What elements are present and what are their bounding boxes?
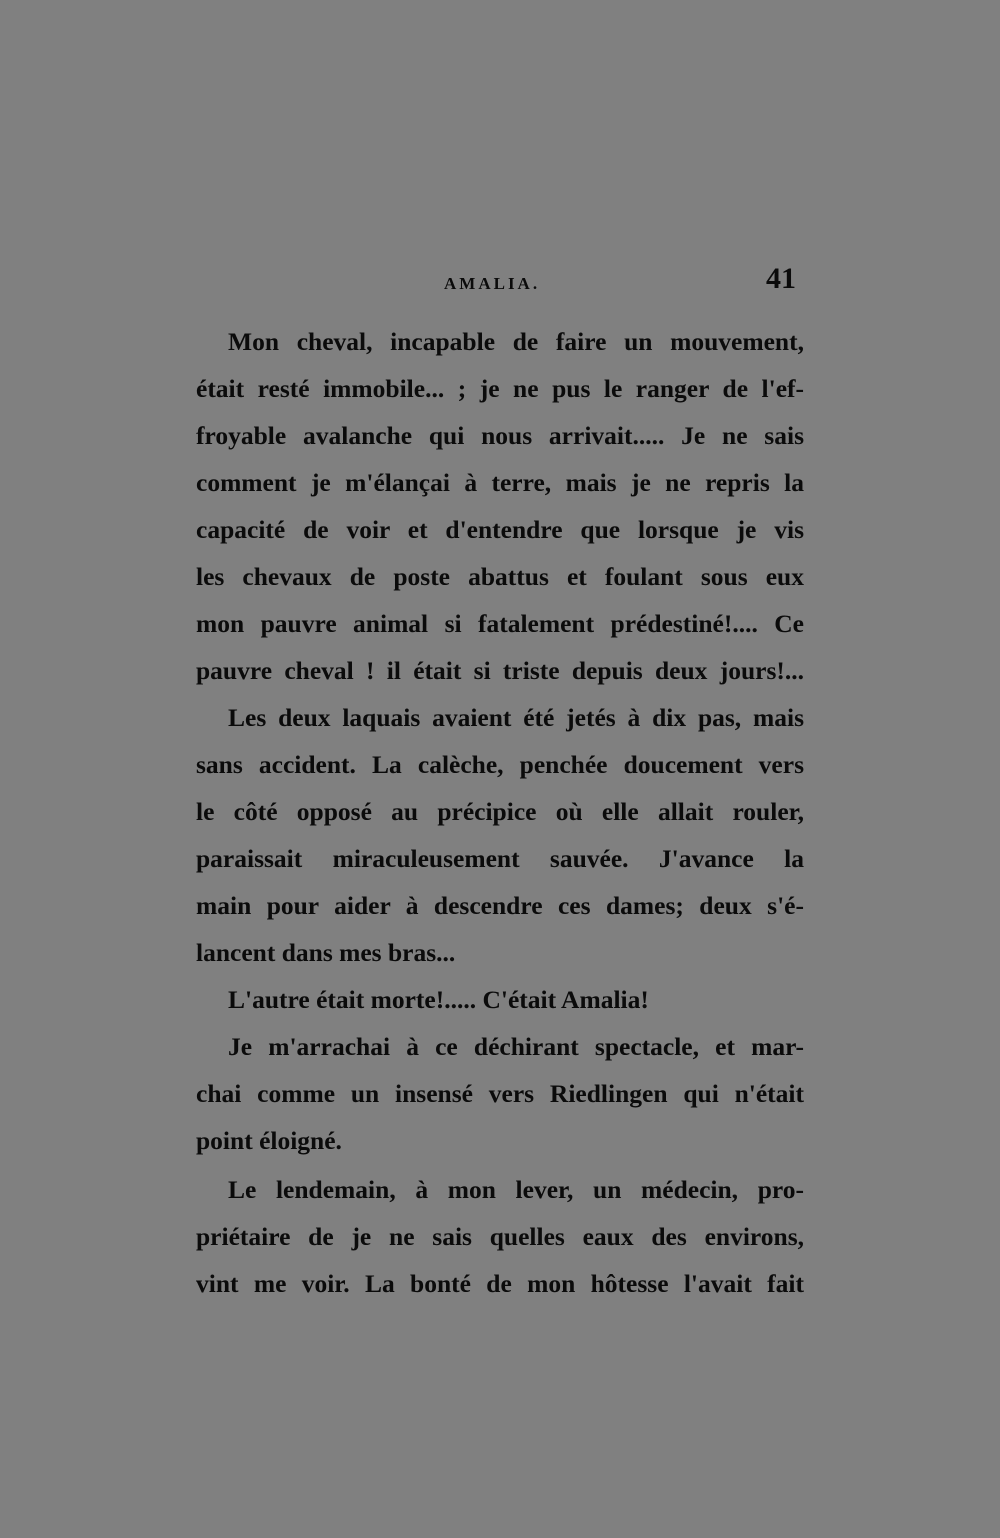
text-line: lancent dans mes bras... bbox=[196, 938, 456, 967]
text-line: priétaire de je ne sais quelles eaux des environs, bbox=[196, 1222, 804, 1251]
page-number: 41 bbox=[766, 262, 796, 295]
text-line: Je m'arrachai à ce déchirant spectacle, et mar- bbox=[228, 1032, 804, 1061]
text-line: mon pauvre animal si fatalement prédestiné!.... Ce bbox=[196, 609, 804, 638]
text-line: paraissait miraculeusement sauvée. J'avance la bbox=[196, 844, 804, 873]
text-line: froyable avalanche qui nous arrivait..... Je ne sais bbox=[196, 421, 804, 450]
text-line: Mon cheval, incapable de faire un mouvement, bbox=[228, 327, 804, 356]
running-title: AMALIA. bbox=[444, 274, 541, 293]
text-line: pauvre cheval ! il était si triste depuis deux jours!... bbox=[196, 656, 804, 685]
text-line: le côté opposé au précipice où elle allait rouler, bbox=[196, 797, 804, 826]
text-line: était resté immobile... ; je ne pus le ranger de l'ef- bbox=[196, 374, 804, 403]
text-line: main pour aider à descendre ces dames; deux s'é- bbox=[196, 891, 804, 920]
text-line: sans accident. La calèche, penchée doucement vers bbox=[196, 750, 804, 779]
text-line: chai comme un insensé vers Riedlingen qui n'était bbox=[196, 1079, 804, 1108]
text-line: Le lendemain, à mon lever, un médecin, pro- bbox=[228, 1175, 804, 1204]
text-line: point éloigné. bbox=[196, 1126, 342, 1155]
text-line: L'autre était morte!..... C'était Amalia! bbox=[228, 985, 649, 1014]
text-line: Les deux laquais avaient été jetés à dix pas, mais bbox=[228, 703, 804, 732]
body-text bbox=[196, 318, 804, 1307]
text-line: capacité de voir et d'entendre que lorsque je vis bbox=[196, 515, 804, 544]
text-line: vint me voir. La bonté de mon hôtesse l'avait fait bbox=[196, 1269, 804, 1298]
text-line: comment je m'élançai à terre, mais je ne repris la bbox=[196, 468, 804, 497]
running-head bbox=[196, 262, 796, 306]
text-line: les chevaux de poste abattus et foulant sous eux bbox=[196, 562, 804, 591]
